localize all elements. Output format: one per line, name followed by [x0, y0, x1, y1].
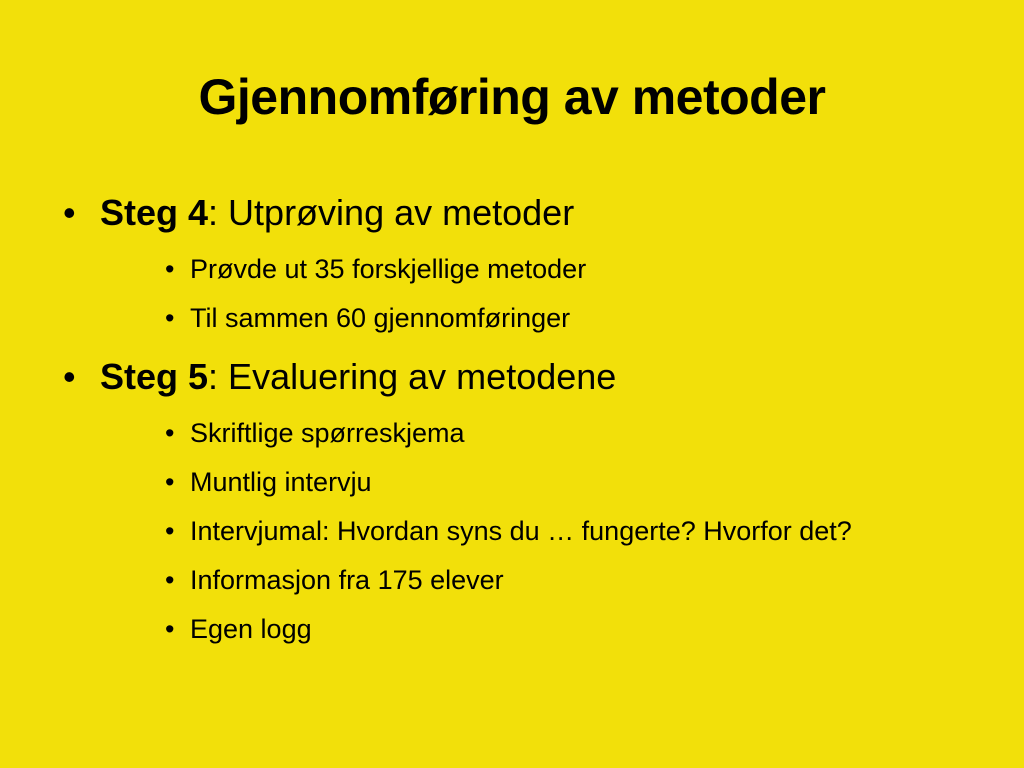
list-item-text: Skriftlige spørreskjema	[190, 418, 465, 448]
step-label: Steg 4	[100, 192, 209, 233]
bullet-icon: •	[165, 467, 175, 497]
list-item	[165, 301, 570, 335]
list-item	[165, 514, 852, 548]
step-label: Steg 5	[100, 356, 209, 397]
bullet-icon: •	[165, 303, 175, 333]
list-item	[165, 416, 465, 450]
bullet-icon: •	[63, 192, 76, 233]
list-item	[165, 465, 372, 499]
list-item-text: Til sammen 60 gjennomføringer	[190, 303, 571, 333]
bullet-icon: •	[165, 254, 175, 284]
list-item-text: Informasjon fra 175 elever	[190, 565, 504, 595]
slide-title: Gjennomføring av metoder	[198, 69, 826, 125]
list-item	[165, 252, 586, 286]
list-item-text: Intervjumal: Hvordan syns du … fungerte? Hvorfor det?	[190, 516, 852, 546]
bullet-icon: •	[165, 516, 175, 546]
bullet-icon: •	[165, 418, 175, 448]
step-text: : Evaluering av metodene	[208, 356, 617, 397]
bullet-icon: •	[63, 356, 76, 397]
step-4-bullet	[63, 191, 574, 235]
list-item-text: Prøvde ut 35 forskjellige metoder	[190, 254, 587, 284]
bullet-icon: •	[165, 614, 175, 644]
step-5-bullet	[63, 355, 616, 399]
list-item	[165, 612, 312, 646]
list-item	[165, 563, 504, 597]
step-text: : Utprøving av metoder	[208, 192, 575, 233]
list-item-text: Egen logg	[190, 614, 312, 644]
list-item-text: Muntlig intervju	[190, 467, 372, 497]
bullet-icon: •	[165, 565, 175, 595]
